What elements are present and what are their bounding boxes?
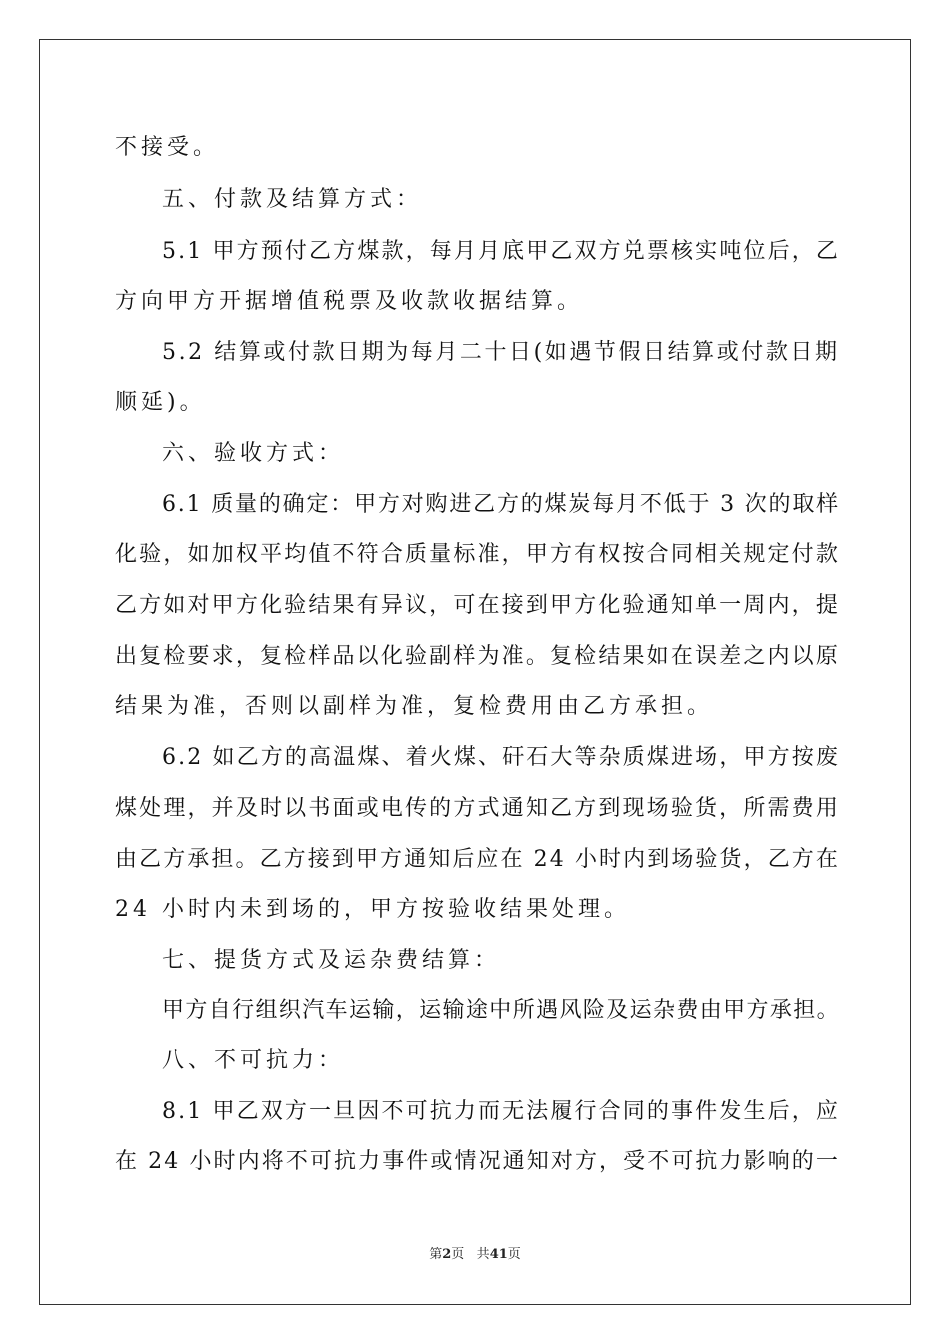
text-line: 6.1 质量的确定：甲方对购进乙方的煤炭每月不低于 3 次的取样 [162,492,840,517]
text-line: 结果为准，否则以副样为准，复检费用由乙方承担。 [115,694,714,719]
text-line: 甲方自行组织汽车运输，运输途中所遇风险及运杂费由甲方承担。 [162,998,841,1023]
page-number: 2 [442,1247,452,1262]
text-line: 煤处理，并及时以书面或电传的方式通知乙方到现场验货，所需费用 [115,796,841,821]
total-suffix: 页 [507,1247,521,1262]
text-line: 24 小时内未到场的，甲方按验收结果处理。 [115,897,630,922]
text-line: 5.2 结算或付款日期为每月二十日(如遇节假日结算或付款日期 [162,340,840,365]
section-heading: 七、提货方式及运杂费结算： [162,948,501,973]
section-heading: 五、付款及结算方式： [162,187,423,212]
text-line: 乙方如对甲方化验结果有异议，可在接到甲方化验通知单一周内，提 [115,593,841,618]
section-heading: 八、不可抗力： [162,1048,345,1073]
text-line: 方向甲方开据增值税票及收款收据结算。 [115,289,584,314]
total-pages: 41 [489,1247,508,1262]
text-line: 化验，如加权平均值不符合质量标准，甲方有权按合同相关规定付款 [115,542,841,567]
section-heading: 六、验收方式： [162,441,345,466]
text-line: 不接受。 [115,135,220,160]
text-line: 在 24 小时内将不可抗力事件或情况通知对方，受不可抗力影响的一 [115,1149,840,1174]
text-line: 5.1 甲方预付乙方煤款，每月月底甲乙双方兑票核实吨位后，乙 [162,239,840,264]
text-line: 8.1 甲乙双方一旦因不可抗力而无法履行合同的事件发生后，应 [162,1099,840,1124]
total-prefix: 共 [476,1247,490,1262]
page-footer [0,1246,950,1264]
text-line: 顺延)。 [115,390,206,415]
page-prefix: 第 [429,1247,443,1262]
text-line: 由乙方承担。乙方接到甲方通知后应在 24 小时内到场验货，乙方在 [115,847,840,872]
text-line: 6.2 如乙方的高温煤、着火煤、矸石大等杂质煤进场，甲方按废 [162,745,840,770]
text-line: 出复检要求，复检样品以化验副样为准。复检结果如在误差之内以原 [115,644,841,669]
page-suffix: 页 [451,1247,465,1262]
